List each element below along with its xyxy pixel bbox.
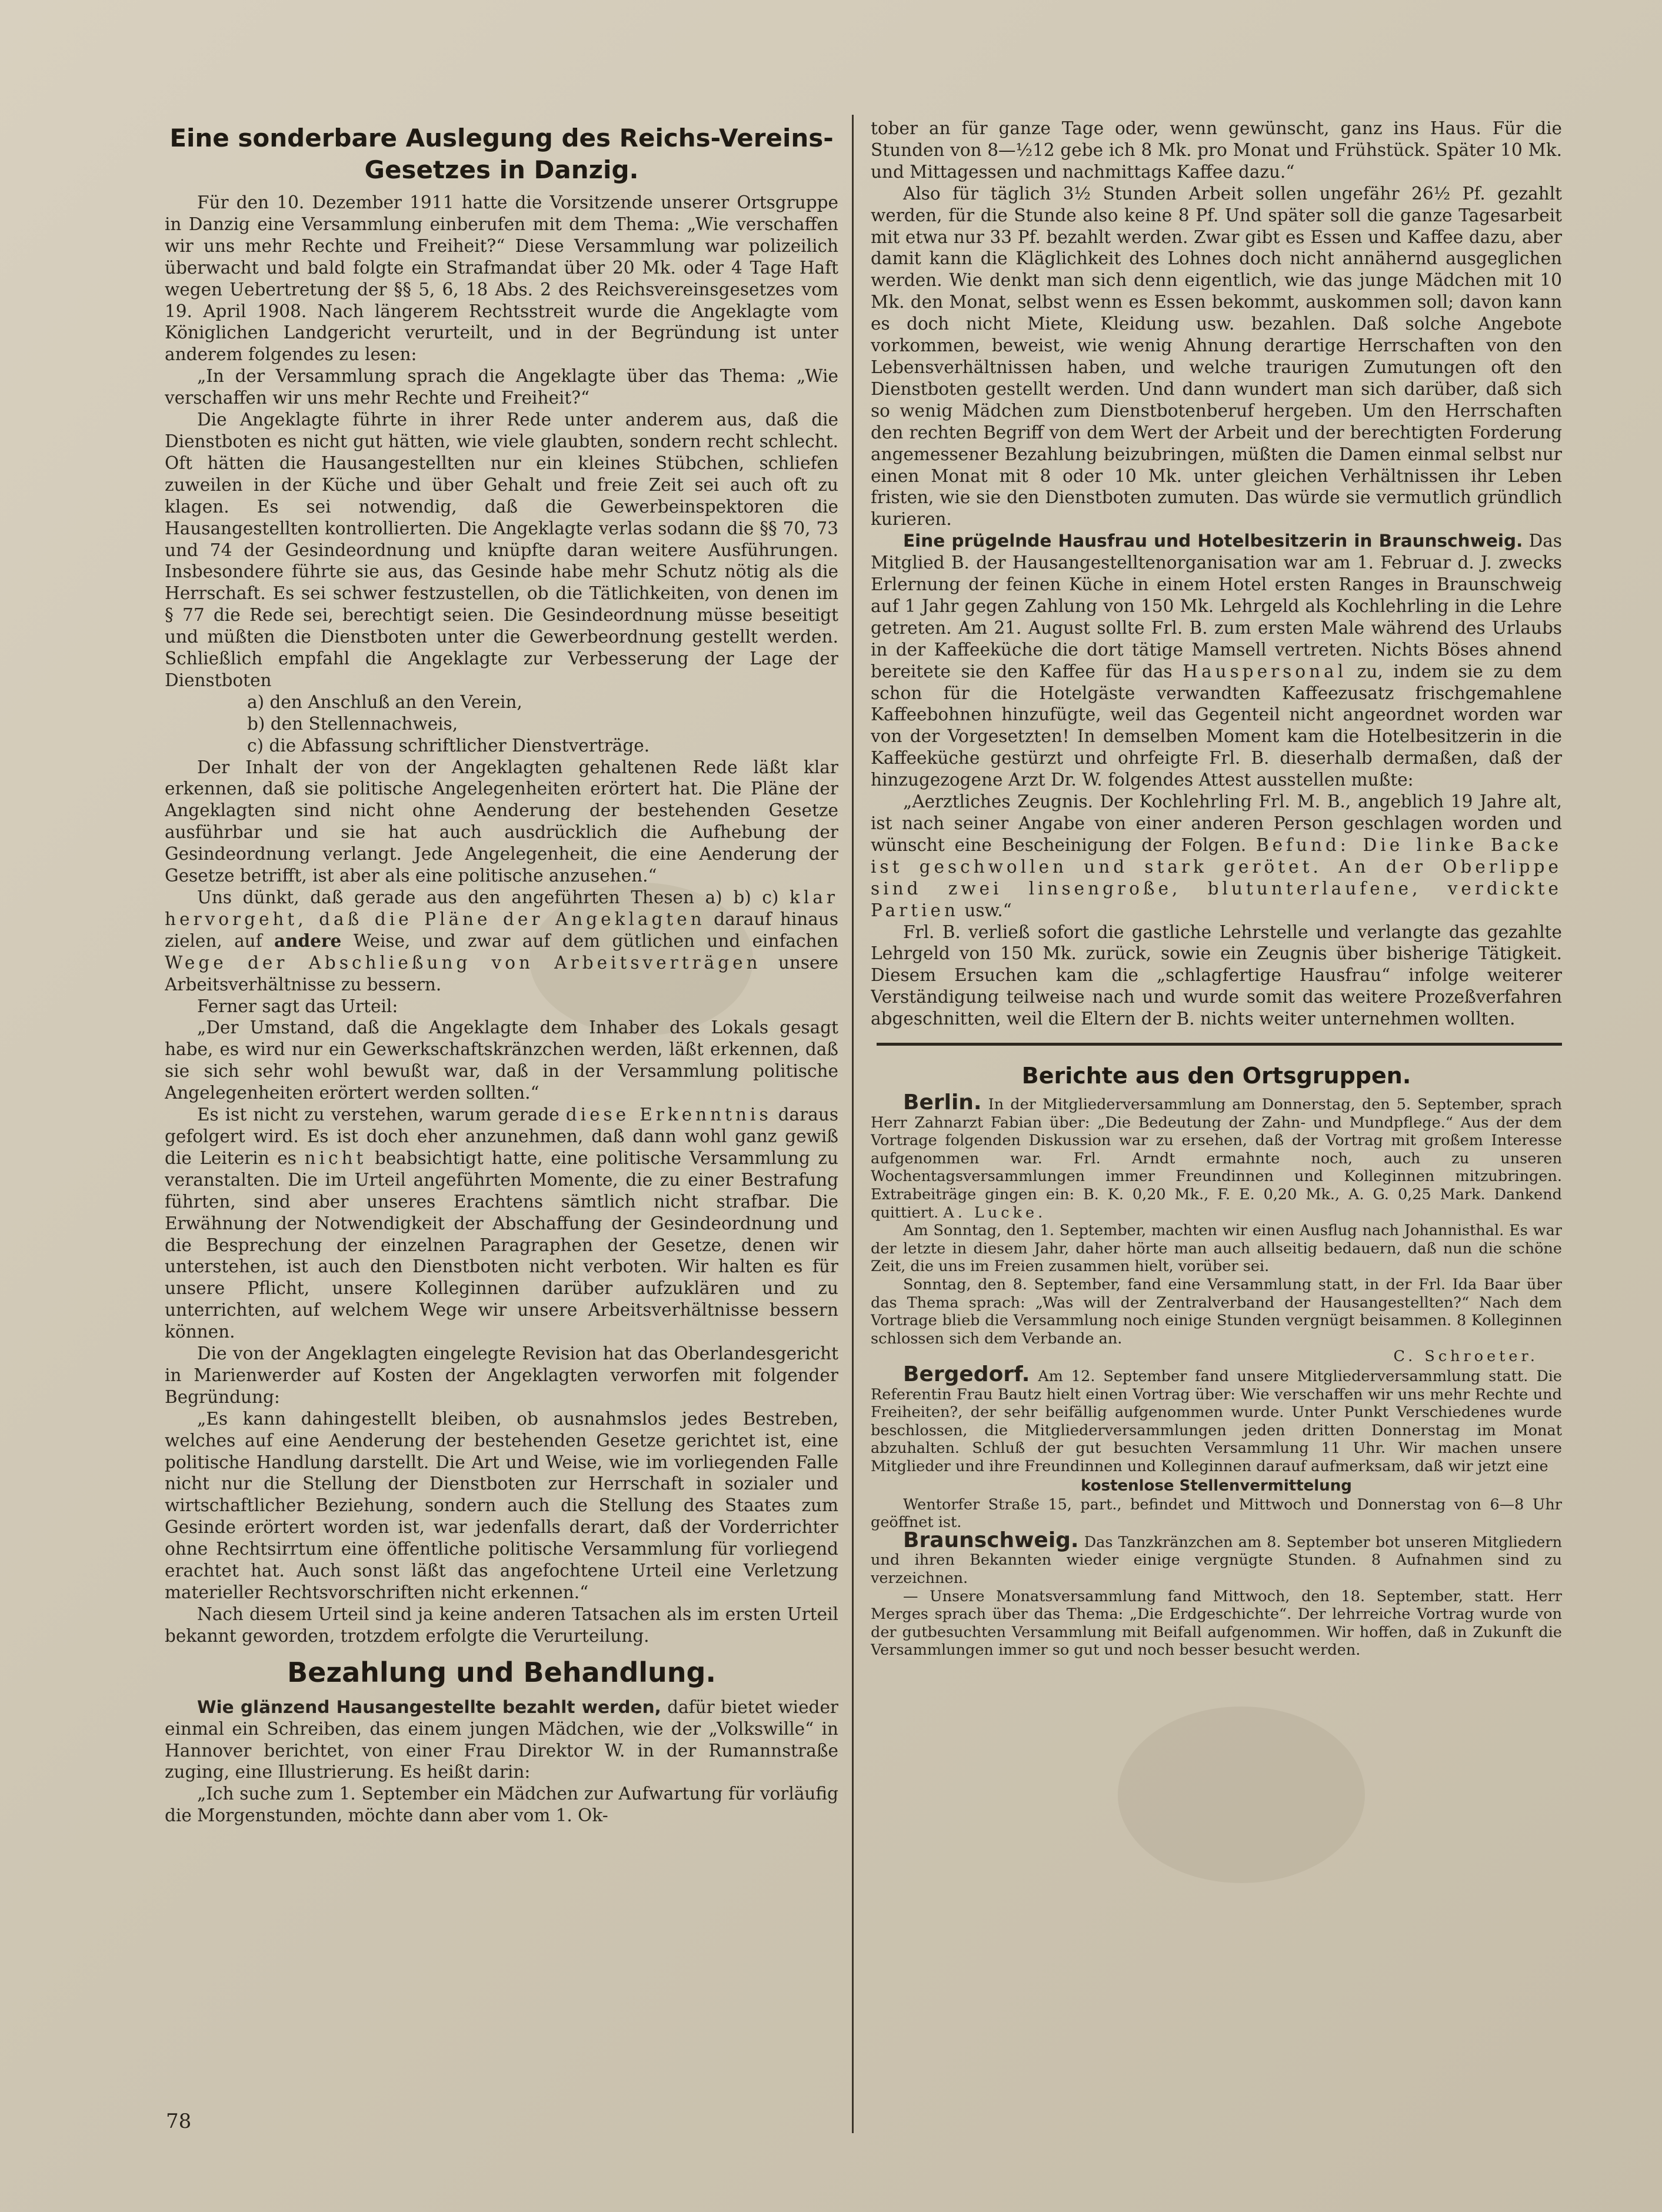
spaced-emphasis: klar hervorgeht, daß die Pläne der Angeklagten xyxy=(165,887,838,929)
spaced-emphasis: diese Erkenntnis xyxy=(565,1105,772,1125)
paragraph: Also für täglich 3½ Stunden Arbeit sollen ungefähr 26½ Pf. gezahlt werden, für die Stunde also keine 8 Pf. Und später soll die ganze Tagesarbeit mit etwa nur 33 Pf. bezahlt werden. Zwar gibt es Essen und Kaffee dazu, aber damit kann die Kläglichkeit des Lohnes doch nicht annähernd ausgeglichen werden. Wie denkt man sich denn eigentlich, wie das junge Mädchen mit 10 Mk. den Monat, selbst wenn es Essen bekommt, auskommen soll; davon kann es doch nicht Miete, Kleidung usw. bezahlen. Daß solche Angebote vorkommen, beweist, wie wenig Ahnung derartige Herrschaften von den Lebensverhältnissen haben, und welche traurigen Zumutungen oft den Dienstboten gestellt werden. Und dann wundert man sich darüber, daß sich so wenig Mädchen zum Dienstbotenberuf hergeben. Um den Herrschaften den rechten Begriff von dem Wert der Arbeit und der berechtigten Forderung angemessener Bezahlung beizubringen, müßten die Damen einmal selbst nur einen Monat mit 8 oder 10 Mk. unter gleichen Verhältnissen ihr Leben fristen, wie sie den Dienstboten zumuten. Das würde sie vermutlich gründlich kurieren. xyxy=(871,183,1562,530)
report-berlin: Berlin. In der Mitgliederversammlung am Donnerstag, den 5. September, sprach Herr Zahnarzt Fabian über: „Die Bedeutung der Zahn- und Mundpflege.“ Aus der dem Vortrage folgenden Diskussion war zu ersehen, daß der Vortrag mit großem Interesse aufgenommen war. Frl. Arndt ermahnte noch, auch zu unseren Wochentagsversammlungen immer Freundinnen und Kolleginnen mitzubringen. Extrabeiträge gingen ein: B. K. 0,20 Mk., F. E. 0,20 Mk., A. G. 0,25 Mark. Dankend quittiert. A. Lucke. xyxy=(871,1090,1562,1222)
paragraph: Uns dünkt, daß gerade aus den angeführten Thesen a) b) c) klar hervorgeht, daß die Pläne der Angeklagten darauf hinaus zielen, auf andere Weise, und zwar auf dem gütlichen und einfachen Wege der Abschließung von Arbeitsverträgen unsere Arbeitsverhältnisse zu bessern. xyxy=(165,887,838,994)
signature: A. Lucke. xyxy=(943,1203,1047,1222)
paragraph: Für den 10. Dezember 1911 hatte die Vorsitzende unserer Ortsgruppe in Danzig eine Versammlung einberufen mit dem Thema: „Wie verschaffen wir uns mehr Rechte und Freiheit?“ Diese Versammlung war polizeilich überwacht und bald folgte ein Strafmandat über 20 Mk. oder 4 Tage Haft wegen Uebertretung der §§ 5, 6, 18 Abs. 2 des Reichsvereinsgesetzes vom 19. April 1908. Nach längerem Rechtsstreit wurde die Angeklagte vom Königlichen Landgericht verurteilt, und in der Begründung ist unter anderem folgendes zu lesen: xyxy=(165,192,838,365)
list-item: b) den Stellennachweis, xyxy=(247,713,458,734)
paragraph: Ferner sagt das Urteil: xyxy=(197,996,398,1016)
paragraph: Der Inhalt der von der Angeklagten gehaltenen Rede läßt klar erkennen, daß sie politische Angelegenheiten erörtert hat. Die Pläne der Angeklagten sind nicht ohne Aenderung der bestehenden Gesetze ausführbar und sie hat auch ausdrücklich die Aufhebung der Gesindeordnung verlangt. Jede Angelegenheit, die eine Aenderung der Gesetze betrifft, ist aber als eine politische anzusehen.“ xyxy=(165,757,838,886)
paragraph: Am Sonntag, den 1. September, machten wir einen Ausflug nach Johannisthal. Es war der letzte in diesem Jahr, daher hörte man auch allseitig bedauern, daß nun die schöne Zeit, die uns im Freien zusammen hielt, vorüber sei. xyxy=(871,1222,1562,1276)
report-bergedorf: Bergedorf. Am 12. September fand unsere Mitgliederversammlung statt. Die Referentin Frau Bautz hielt einen Vortrag über: Wie verschaffen wir uns mehr Rechte und Freiheiten?, der sehr beifällig aufgenommen wurde. Unter Punkt Verschiedenes wurde beschlossen, die Mitgliederversammlungen jeden dritten Donnerstag im Monat abzuhalten. Schluß der gut besuchten Versammlung 11 Uhr. Wir machen unsere Mitglieder und ihre Freundinnen und Kolleginnen darauf aufmerksam, daß wir jetzt eine xyxy=(871,1362,1562,1475)
city-label: Berlin. xyxy=(903,1090,982,1115)
right-column xyxy=(871,118,1562,2118)
article-heading-reichsvereinsgesetz: Eine sonderbare Auslegung des Reichs-Vereins-Gesetzes in Danzig. xyxy=(169,124,834,184)
paragraph: Wie glänzend Hausangestellte bezahlt werden, dafür bietet wieder einmal ein Schreiben, das einem jungen Mädchen, wie der „Volkswille“ in Hannover berichtet, von einer Frau Direktor W. in der Rumannstraße zuging, eine Illustrierung. Es heißt darin: xyxy=(165,1697,838,1782)
quote-paragraph: „Ich suche zum 1. September ein Mädchen zur Aufwartung für vorläufig die Morgenstunden, möchte dann aber vom 1. Ok- xyxy=(165,1784,838,1826)
paragraph: Es ist nicht zu verstehen, warum gerade diese Erkenntnis daraus gefolgert wird. Es ist doch eher anzunehmen, daß dann wohl ganz gewiß die Leiterin es nicht beabsichtigt hatte, eine politische Versammlung zu veranstalten. Die im Urteil angeführten Momente, die zu einer Bestrafung führten, sind aber unseres Erachtens sämtlich nicht strafbar. Die Erwähnung der Notwendigkeit der Abschaffung der Gesindeordnung und die Besprechung der einzelnen Paragraphen der Gesetze, denen wir unterstehen, ist auch den Dienstboten nicht verboten. Wir halten es für unsere Pflicht, unsere Kolleginnen darüber aufzuklären und zu unterrichten, auf welchem Wege wir unsere Arbeitsverhältnisse bessern können. xyxy=(165,1105,838,1342)
quote-paragraph: „In der Versammlung sprach die Angeklagte über das Thema: „Wie verschaffen wir uns mehr Rechte und Freiheit?“ xyxy=(165,366,838,408)
left-column xyxy=(165,112,838,2124)
spaced-emphasis: Hauspersonal xyxy=(1183,661,1347,681)
paragraph: Eine prügelnde Hausfrau und Hotelbesitzerin in Braunschweig. Das Mitglied B. der Hausangestelltenorganisation war am 1. Februar d. J. zwecks Erlernung der feinen Küche in einem Hotel ersten Ranges in Braunschweig auf 1 Jahr gegen Zahlung von 150 Mk. Lehrgeld als Kochlehrling in die Lehre getreten. Am 21. August sollte Frl. B. zum ersten Male während des Urlaubs in der Kaffeeküche die dort tätige Mamsell vertreten. Nichts Böses ahnend bereitete sie den Kaffee für das Hauspersonal zu, indem sie zu dem schon für die Hotelgäste verwandten Kaffeezusatz frischgemahlene Kaffeebohnen hinzufügte, weil das Gegenteil nicht angeordnet worden war von der Vorgesetzten! In demselben Moment kam die Hotelbesitzerin in die Kaffeeküche gestürzt und ohrfeigte Frl. B. dieserhalb dermaßen, daß der hinzugezogene Arzt Dr. W. folgendes Attest ausstellen mußte: xyxy=(871,531,1562,790)
lead-in: Wie glänzend Hausangestellte bezahlt werden, xyxy=(197,1697,661,1717)
list-item: a) den Anschluß an den Verein, xyxy=(247,691,522,712)
section-divider xyxy=(877,1043,1562,1046)
subheading-stellenvermittelung: kostenlose Stellenvermittelung xyxy=(1081,1476,1352,1495)
paragraph: Wentorfer Straße 15, part., befindet und Mittwoch und Donnerstag von 6—8 Uhr geöffnet ist. xyxy=(871,1495,1562,1532)
article-heading-bezahlung: Bezahlung und Behandlung. xyxy=(287,1656,716,1688)
column-divider xyxy=(852,115,854,2133)
section-heading-ortsgruppen: Berichte aus den Ortsgruppen. xyxy=(1021,1063,1411,1089)
city-label: Bergedorf. xyxy=(903,1362,1030,1386)
paragraph: Sonntag, den 8. September, fand eine Versammlung statt, in der Frl. Ida Baar über das Thema sprach: „Was will der Zentralverband der Hausangestellten?“ Nach dem Vortrage blieb die Versammlung noch einige Stunden vergnügt beisammen. 8 Kolleginnen schlossen sich dem Verbande an. xyxy=(871,1276,1562,1348)
spaced-emphasis: Wege der Abschließung von Arbeitsverträgen xyxy=(165,952,761,973)
paragraph: Die von der Angeklagten eingelegte Revision hat das Oberlandesgericht in Marienwerder auf Kosten der Angeklagten verworfen mit folgender Begründung: xyxy=(165,1343,838,1407)
quote-paragraph: „Aerztliches Zeugnis. Der Kochlehrling Frl. M. B., angeblich 19 Jahre alt, ist nach seiner Angabe von einer anderen Person geschlagen worden und wünscht eine Bescheinigung der Folgen. Befund: Die linke Backe ist geschwollen und stark gerötet. An der Oberlippe sind zwei linsengroße, blutunterlaufene, verdickte Partien usw.“ xyxy=(871,791,1562,920)
paragraph: Frl. B. verließ sofort die gastliche Lehrstelle und verlangte das gezahlte Lehrgeld von 150 Mk. zurück, sowie ein Zeugnis über bisherige Tätigkeit. Diesem Ersuchen kam die „schlagfertige Hausfrau“ infolge weiterer Verständigung teilweise nach und wurde somit das weitere Prozeßverfahren abgeschnitten, weil die Eltern der B. nichts weiter unternehmen wollten. xyxy=(871,922,1562,1029)
list-item: c) die Abfassung schriftlicher Dienstverträge. xyxy=(247,735,650,756)
paragraph: Die Angeklagte führte in ihrer Rede unter anderem aus, daß die Dienstboten es nicht gut hätten, wie viele glaubten, sondern recht schlecht. Oft hätten die Hausangestellten nur ein kleines Stübchen, schliefen zuweilen in der Küche und über Gehalt und freie Zeit sei auch oft zu klagen. Es sei notwendig, daß die Gewerbeinspektoren die Hausangestellten kontrollierten. Die Angeklagte verlas sodann die §§ 70, 73 und 74 der Gesindeordnung und knüpfte daran weitere Ausführungen. Insbesondere führte sie aus, das Gesinde habe mehr Schutz nötig als die Herrschaft. Es sei schwer festzustellen, ob die Tätlichkeiten, von denen im § 77 die Rede sei, berechtigt seien. Die Gesindeordnung müsse beseitigt und müßten die Dienstboten unter die Gewerbeordnung gestellt werden. Schließlich empfahl die Angeklagte zur Verbesserung der Lage der Dienstboten xyxy=(165,410,838,690)
paragraph: tober an für ganze Tage oder, wenn gewünscht, ganz ins Haus. Für die Stunden von 8—½12 gebe ich 8 Mk. pro Monat und Frühstück. Später 10 Mk. und Mittagessen und nachmittags Kaffee dazu.“ xyxy=(871,118,1562,182)
city-label: Braunschweig. xyxy=(903,1528,1079,1552)
page-number: 78 xyxy=(166,2110,192,2133)
bold-emphasis: andere xyxy=(274,930,342,951)
recommendation-list xyxy=(165,691,838,757)
lead-in: Eine prügelnde Hausfrau und Hotelbesitzerin in Braunschweig. xyxy=(903,531,1523,551)
spaced-emphasis: Befund: Die linke Backe ist geschwollen und stark gerötet. An der Oberlippe sind zwei linsengroße, blutunterlaufene, verdickte Partien xyxy=(871,834,1562,920)
paragraph: — Unsere Monatsversammlung fand Mittwoch, den 18. September, statt. Herr Merges sprach über das Thema: „Die Erdgeschichte“. Der lehrreiche Vortrag wurde von der gutbesuchten Versammlung mit Beifall aufgenommen. Wir hoffen, daß in Zukunft die Versammlungen immer so gut und noch besser besucht werden. xyxy=(871,1587,1562,1659)
signature: C. Schroeter. xyxy=(1393,1348,1538,1366)
paragraph: Nach diesem Urteil sind ja keine anderen Tatsachen als im ersten Urteil bekannt geworden, trotzdem erfolgte die Verurteilung. xyxy=(165,1604,838,1646)
quote-paragraph: „Der Umstand, daß die Angeklagte dem Inhaber des Lokals gesagt habe, es wird nur ein Gewerkschaftskränzchen werden, läßt erkennen, daß sie sich sehr wohl bewußt war, daß in der Versammlung politische Angelegenheiten erörtert werden sollten.“ xyxy=(165,1017,838,1103)
report-braunschweig: Braunschweig. Das Tanzkränzchen am 8. September bot unseren Mitgliedern und ihren Bekannten wieder einige vergnügte Stunden. 8 Aufnahmen sind zu verzeichnen. xyxy=(871,1528,1562,1587)
spaced-emphasis: nicht xyxy=(304,1147,367,1168)
quote-paragraph: „Es kann dahingestellt bleiben, ob ausnahmslos jedes Bestreben, welches auf eine Aenderung der bestehenden Gesetze gerichtet ist, eine politische Handlung darstellt. Die Art und Weise, wie im vorliegenden Falle nicht nur die Stellung der Dienstboten zur Herrschaft in sozialer und wirtschaftlicher Beziehung, sondern auch die Stellung des Staates zum Gesinde erörtert worden ist, war jedenfalls derart, daß der Vorderrichter ohne Rechtsirrtum eine öffentliche politische Versammlung für vorliegend erachtet hat. Auch sonst läßt das angefochtene Urteil eine Verletzung materieller Rechtsvorschriften nicht erkennen.“ xyxy=(165,1408,838,1602)
